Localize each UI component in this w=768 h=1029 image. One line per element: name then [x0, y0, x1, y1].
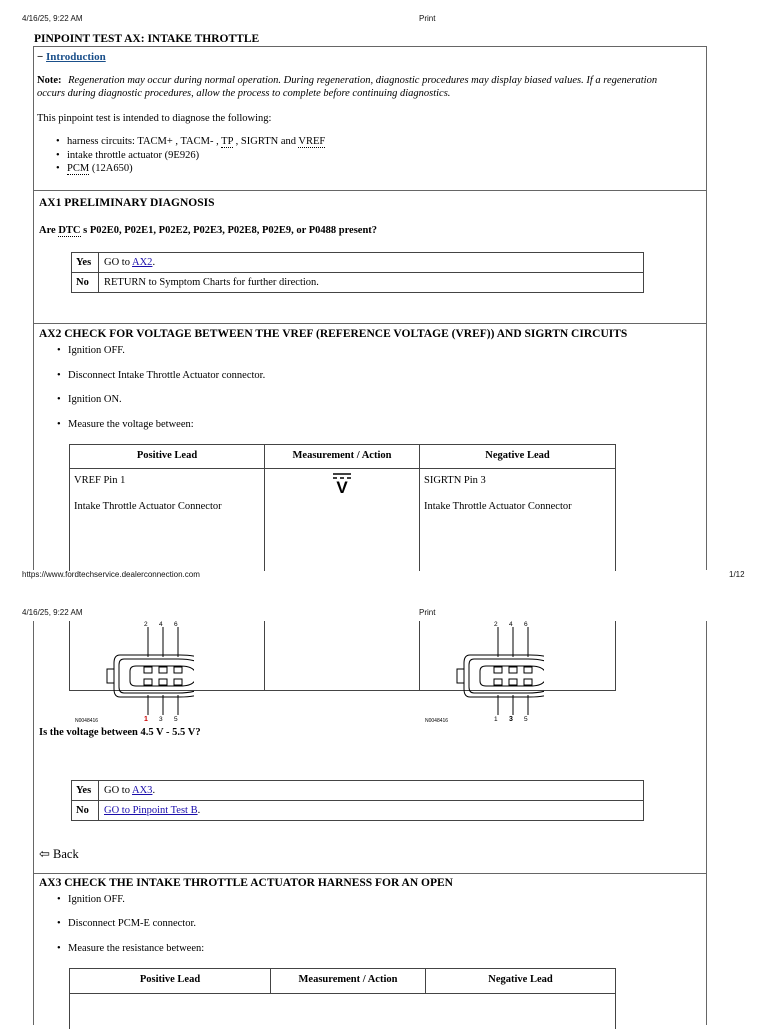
pin-label-bottom: 5: [174, 716, 178, 723]
pcm-abbr: PCM: [67, 163, 90, 174]
bullet-actuator: • intake throttle actuator (9E926): [67, 150, 199, 161]
print-datetime-2: 4/16/25, 9:22 AM: [22, 608, 83, 617]
ax2-heading: AX2 CHECK FOR VOLTAGE BETWEEN THE VREF (REFERENCE VOLTAGE (VREF)) AND SIGRTN CIRCUITS: [39, 328, 628, 340]
back-label: Back: [53, 847, 79, 861]
pin-label-bottom: 3: [159, 716, 163, 723]
note-block: [37, 74, 677, 100]
bullet-text: , SIGRTN and: [233, 136, 299, 147]
ax2-section-cont: [33, 621, 707, 873]
pin-label-top: 2: [494, 621, 498, 628]
question-text: s P02E0, P02E1, P02E2, P02E3, P02E8, P02E9, or P0488 present?: [80, 225, 378, 236]
print-datetime: 4/16/25, 9:22 AM: [22, 14, 83, 23]
page-title: PINPOINT TEST AX: INTAKE THROTTLE: [34, 33, 260, 45]
col-positive-lead: Positive Lead: [136, 450, 198, 461]
ax2-no-row: [71, 800, 644, 821]
diagram-code: N0048416: [75, 718, 99, 724]
yes-key: Yes: [72, 253, 99, 272]
col-negative-lead: Negative Lead: [485, 450, 550, 461]
action-text: .: [152, 257, 156, 268]
connector-diagram-negative: [424, 619, 544, 725]
pin-label-bottom: 5: [524, 716, 528, 723]
table-divider: [70, 468, 615, 469]
col-negative-lead: Negative Lead: [488, 974, 553, 985]
table-divider: [419, 445, 420, 571]
ax3-step-3: • Measure the resistance between:: [68, 943, 204, 954]
pin-label-top: 6: [524, 621, 528, 628]
action-text: GO to: [104, 785, 133, 796]
diagram-code: N0048416: [425, 718, 449, 724]
ax3-measure-table: [69, 968, 616, 1029]
tp-abbr: TP: [221, 136, 234, 147]
yes-key: Yes: [72, 781, 99, 800]
dc-voltage-icon: [332, 473, 352, 496]
action-text: .: [197, 805, 201, 816]
ax2-step-2: • Disconnect Intake Throttle Actuator connector.: [68, 370, 265, 381]
no-key: No: [72, 273, 99, 292]
print-label-2: Print: [419, 608, 436, 617]
col-measurement: Measurement / Action: [292, 450, 392, 461]
pin-label-top: 6: [174, 621, 178, 628]
ax3-section: [33, 873, 707, 1025]
bullet-pcm: [67, 163, 133, 174]
purpose-text: This pinpoint test is intended to diagnose the following:: [37, 113, 272, 124]
intro-section: [33, 46, 707, 191]
ax2-step-3: • Ignition ON.: [68, 394, 122, 405]
dtc-abbr: DTC: [58, 225, 81, 236]
ax2-step-1: • Ignition OFF.: [68, 345, 125, 356]
ax2-section: [33, 323, 707, 570]
pin-label-top: 2: [144, 621, 148, 628]
bullet-text: (12A650): [89, 163, 133, 174]
ax2-step-4: • Measure the voltage between:: [68, 419, 194, 430]
back-button[interactable]: [39, 847, 79, 862]
ax3-step-2: • Disconnect PCM-E connector.: [68, 918, 196, 929]
intro-toggle[interactable]: [37, 51, 106, 63]
ax3-heading: AX3 CHECK THE INTAKE THROTTLE ACTUATOR HARNESS FOR AN OPEN: [39, 877, 453, 889]
pin-label-top: 4: [159, 621, 163, 628]
no-key: No: [72, 801, 99, 820]
pin-label-top: 4: [509, 621, 513, 628]
pin-label-highlight: 3: [509, 716, 513, 723]
print-label: Print: [419, 14, 436, 23]
action-text: .: [152, 785, 156, 796]
col-measurement: Measurement / Action: [298, 974, 398, 985]
ax2-measure-table: [69, 444, 616, 571]
ax2-link[interactable]: AX2: [132, 257, 153, 268]
connector-icon: [424, 619, 544, 725]
positive-pin: VREF Pin 1: [74, 475, 126, 486]
ax1-question: [39, 225, 377, 236]
ax2-yes-row: [71, 780, 644, 801]
yes-action: [104, 253, 155, 272]
yes-action: [104, 781, 155, 800]
ax1-section: [33, 190, 707, 324]
pin-label-highlight: 1: [144, 716, 148, 723]
ax1-heading: AX1 PRELIMINARY DIAGNOSIS: [39, 197, 215, 209]
collapse-icon: −: [37, 51, 44, 63]
footer-page: 1/12: [729, 570, 745, 579]
introduction-link[interactable]: Introduction: [46, 51, 106, 63]
bullet-text: harness circuits: TACM+ , TACM- ,: [67, 136, 222, 147]
pinpoint-test-b-link[interactable]: GO to Pinpoint Test B: [104, 805, 198, 816]
ax1-no-row: [71, 272, 644, 293]
table-divider: [264, 621, 265, 690]
table-divider: [264, 445, 265, 571]
negative-connector: Intake Throttle Actuator Connector: [424, 501, 572, 512]
no-action: [104, 801, 200, 820]
ax2-question: Is the voltage between 4.5 V - 5.5 V?: [39, 727, 201, 738]
bullet-harness: [67, 136, 325, 147]
back-arrow-icon: ⇦: [39, 847, 50, 862]
footer-url: https://www.fordtechservice.dealerconnection.com: [22, 570, 200, 579]
volt-symbol: V: [336, 478, 348, 497]
question-text: Are: [39, 225, 59, 236]
table-divider: [419, 621, 420, 690]
negative-pin: SIGRTN Pin 3: [424, 475, 486, 486]
note-label: Note:: [37, 75, 62, 86]
ax3-link[interactable]: AX3: [132, 785, 153, 796]
ax1-yes-row: [71, 252, 644, 273]
vref-abbr: VREF: [298, 136, 326, 147]
action-text: GO to: [104, 257, 133, 268]
table-divider: [70, 993, 615, 994]
ax3-step-1: • Ignition OFF.: [68, 894, 125, 905]
pin-label-bottom: 1: [494, 716, 498, 723]
no-action: RETURN to Symptom Charts for further direction.: [104, 277, 319, 288]
positive-connector: Intake Throttle Actuator Connector: [74, 501, 222, 512]
connector-icon: [74, 619, 194, 725]
note-text: Regeneration may occur during normal operation. During regeneration, diagnostic procedures may display biased values. If a regeneration occurs during diagnostic procedures, allow the process to complete before continuing diagnostics.: [37, 75, 658, 99]
connector-diagram-positive: [74, 619, 194, 725]
col-positive-lead: Positive Lead: [139, 974, 201, 985]
